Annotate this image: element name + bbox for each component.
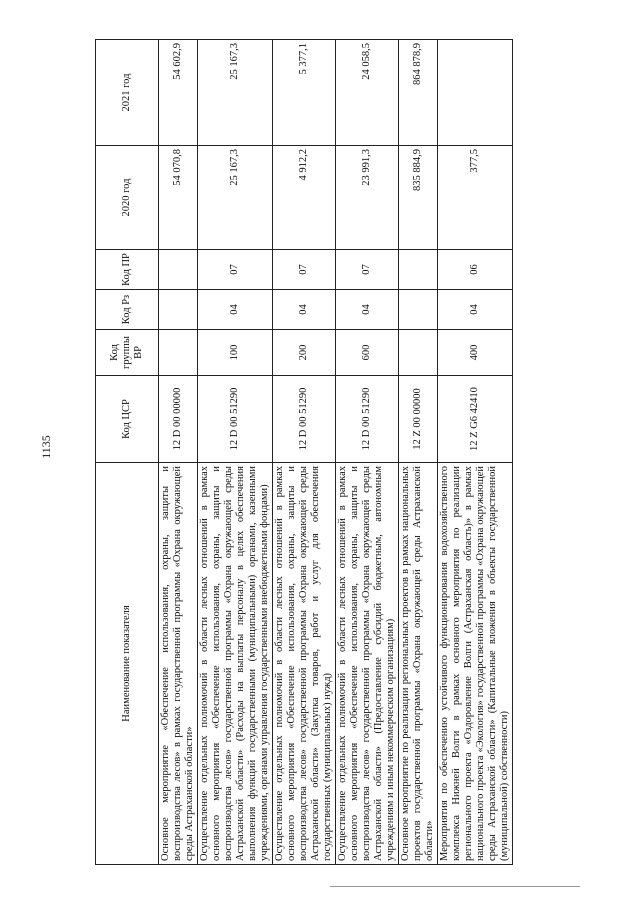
header-csr: Код ЦСР xyxy=(96,376,159,463)
header-rz: Код Рз xyxy=(96,290,159,330)
row-pr xyxy=(399,250,438,290)
budget-table xyxy=(95,39,513,865)
row-rz: 04 xyxy=(198,290,273,330)
row-2020: 25 167,3 xyxy=(198,146,273,250)
row-pr: 07 xyxy=(273,250,336,290)
row-pr xyxy=(159,250,198,290)
row-vr: 100 xyxy=(198,330,273,376)
row-vr xyxy=(159,330,198,376)
row-2021: 5 377,1 xyxy=(273,40,336,146)
scan-divider xyxy=(330,886,580,887)
row-2021: 25 167,3 xyxy=(198,40,273,146)
row-rz xyxy=(159,290,198,330)
row-rz xyxy=(399,290,438,330)
row-pr: 07 xyxy=(336,250,399,290)
row-rz: 04 xyxy=(336,290,399,330)
row-csr: 12 Z G6 42410 xyxy=(438,376,513,463)
row-name: Осуществление отдельных полномочий в области лесных отношений в рамках основного мероприятия «Обеспечение использования, охраны, защиты и воспроизводства лесов» государственной программы «Охрана окружающей среды Астраханской области» (Расходы на выплаты персоналу в целях обеспечения выполнения функций государственными (муниципальными) органами, казенными учреждениями, органами управления государственными внебюджетными фондами) xyxy=(198,463,273,865)
row-name: Основное мероприятие по реализации региональных проектов в рамках национальных проектов государственной программы «Охрана окружающей среды Астраханской области» xyxy=(399,463,438,865)
header-pr: Код ПР xyxy=(96,250,159,290)
row-csr: 12 D 00 51290 xyxy=(198,376,273,463)
header-name: Наименование показателя xyxy=(96,463,159,865)
row-csr: 12 Z 00 00000 xyxy=(399,376,438,463)
table-row xyxy=(336,40,399,865)
row-2020: 4 912,2 xyxy=(273,146,336,250)
row-2021: 864 878,9 xyxy=(399,40,438,146)
row-vr: 400 xyxy=(438,330,513,376)
row-2021 xyxy=(438,40,513,146)
row-2020: 377,5 xyxy=(438,146,513,250)
row-2020: 835 884,9 xyxy=(399,146,438,250)
row-pr: 07 xyxy=(198,250,273,290)
row-2020: 54 070,8 xyxy=(159,146,198,250)
row-rz: 04 xyxy=(273,290,336,330)
header-2020: 2020 год xyxy=(96,146,159,250)
table-row xyxy=(159,40,198,865)
table-row xyxy=(273,40,336,865)
row-vr: 600 xyxy=(336,330,399,376)
row-csr: 12 D 00 00000 xyxy=(159,376,198,463)
row-2021: 24 058,5 xyxy=(336,40,399,146)
table-row xyxy=(438,40,513,865)
row-name: Осуществление отдельных полномочий в области лесных отношений в рамках основного мероприятия «Обеспечение использования, охраны, защиты и воспроизводства лесов» государственной программы «Охрана окружающей среды Астраханской области» (Предоставление субсидий бюджетным, автономным учреждениям и иным некоммерческим организациям) xyxy=(336,463,399,865)
row-2020: 23 991,3 xyxy=(336,146,399,250)
row-pr: 06 xyxy=(438,250,513,290)
row-name: Основное мероприятие «Обеспечение использования, охраны, защиты и воспроизводства лесов» в рамках государственной программы «Охрана окружающей среды Астраханской области» xyxy=(159,463,198,865)
row-name: Осуществление отдельных полномочий в области лесных отношений в рамках основного мероприятия «Обеспечение использования, охраны, защиты и воспроизводства лесов» государственной программы «Охрана окружающей среды Астраханской области» (Закупка товаров, работ и услуг для обеспечения государственных (муниципальных) нужд) xyxy=(273,463,336,865)
header-2021: 2021 год xyxy=(96,40,159,146)
row-vr: 200 xyxy=(273,330,336,376)
row-vr xyxy=(399,330,438,376)
table-row xyxy=(399,40,438,865)
page-number: 1135 xyxy=(39,435,53,459)
row-csr: 12 D 00 51290 xyxy=(273,376,336,463)
header-vr: Код группы ВР xyxy=(96,330,159,376)
row-name: Мероприятия по обеспечению устойчивого функционирования водохозяйственного комплекса Нижней Волги в рамках основного мероприятия по реализации регионального проекта «Оздоровление Волги (Астраханская область)» в рамках национального проекта «Экология» государственной программы «Охрана окружающей среды Астраханской области» (Капитальные вложения в объекты государственной (муниципальной) собственности) xyxy=(438,463,513,865)
row-rz: 04 xyxy=(438,290,513,330)
table-row xyxy=(198,40,273,865)
row-csr: 12 D 00 51290 xyxy=(336,376,399,463)
row-2021: 54 602,9 xyxy=(159,40,198,146)
table-header-row xyxy=(96,40,159,865)
